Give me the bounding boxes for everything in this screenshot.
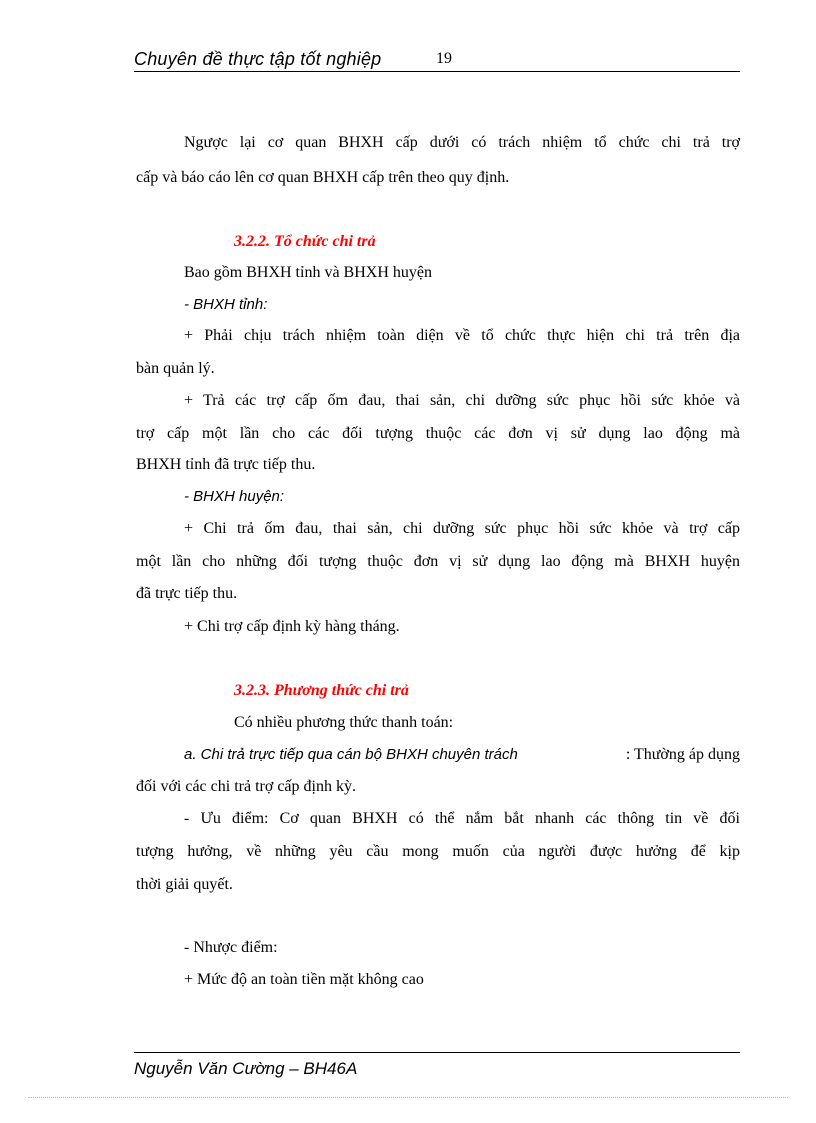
paragraph-line: + Chi trả ốm đau, thai sản, chi dưỡng sức phục hồi sức khỏe và trợ cấp xyxy=(184,520,740,537)
paragraph-line: Ngược lại cơ quan BHXH cấp dưới có trách nhiệm tổ chức chi trả trợ xyxy=(184,134,740,151)
list-label: - BHXH huyện: xyxy=(184,488,285,505)
paragraph-line: thời giải quyết. xyxy=(136,876,233,893)
paragraph-line: + Trả các trợ cấp ốm đau, thai sản, chi dưỡng sức phục hồi sức khỏe và xyxy=(184,392,740,409)
paragraph-line: đối với các chi trả trợ cấp định kỳ. xyxy=(136,778,356,795)
footer-rule xyxy=(134,1052,740,1053)
paragraph-line: BHXH tỉnh đã trực tiếp thu. xyxy=(136,456,316,473)
method-a-label: a. Chi trả trực tiếp qua cán bộ BHXH chuyên trách xyxy=(184,746,518,763)
page-header xyxy=(134,47,740,72)
paragraph-line: - Ưu điểm: Cơ quan BHXH có thể nắm bắt nhanh các thông tin về đối xyxy=(184,810,740,827)
section-heading-322: 3.2.2. Tổ chức chi trả xyxy=(234,233,376,250)
page-number: 19 xyxy=(436,50,452,67)
section-heading-323: 3.2.3. Phương thức chi trả xyxy=(234,682,409,699)
paragraph-line: trợ cấp một lần cho các đối tượng thuộc các đơn vị sử dụng lao động mà xyxy=(136,425,740,442)
paragraph-line: - Nhược điểm: xyxy=(184,939,278,956)
method-a-text: : Thường áp dụng xyxy=(625,746,740,763)
paragraph-line: Có nhiều phương thức thanh toán: xyxy=(234,714,454,731)
paragraph-line: tượng hưởng, về những yêu cầu mong muốn của người được hưởng để kịp xyxy=(136,843,740,860)
paragraph-line: Bao gồm BHXH tỉnh và BHXH huyện xyxy=(184,264,432,281)
document-title: Chuyên đề thực tập tốt nghiệp xyxy=(134,49,382,69)
footer-author: Nguyễn Văn Cường – BH46A xyxy=(134,1059,358,1078)
paragraph-line: bàn quản lý. xyxy=(136,360,215,377)
page-edge-divider xyxy=(28,1097,788,1098)
paragraph-line: + Chi trợ cấp định kỳ hàng tháng. xyxy=(184,618,400,635)
paragraph-line: + Phải chịu trách nhiệm toàn diện về tổ chức thực hiện chi trả trên địa xyxy=(184,327,740,344)
paragraph-line: + Mức độ an toàn tiền mặt không cao xyxy=(184,971,424,988)
paragraph-line: cấp và báo cáo lên cơ quan BHXH cấp trên theo quy định. xyxy=(136,169,510,186)
paragraph-line: đã trực tiếp thu. xyxy=(136,585,238,602)
paragraph-line xyxy=(184,746,740,764)
paragraph-line: một lần cho những đối tượng thuộc đơn vị sử dụng lao động mà BHXH huyện xyxy=(136,553,740,570)
list-label: - BHXH tỉnh: xyxy=(184,296,268,313)
